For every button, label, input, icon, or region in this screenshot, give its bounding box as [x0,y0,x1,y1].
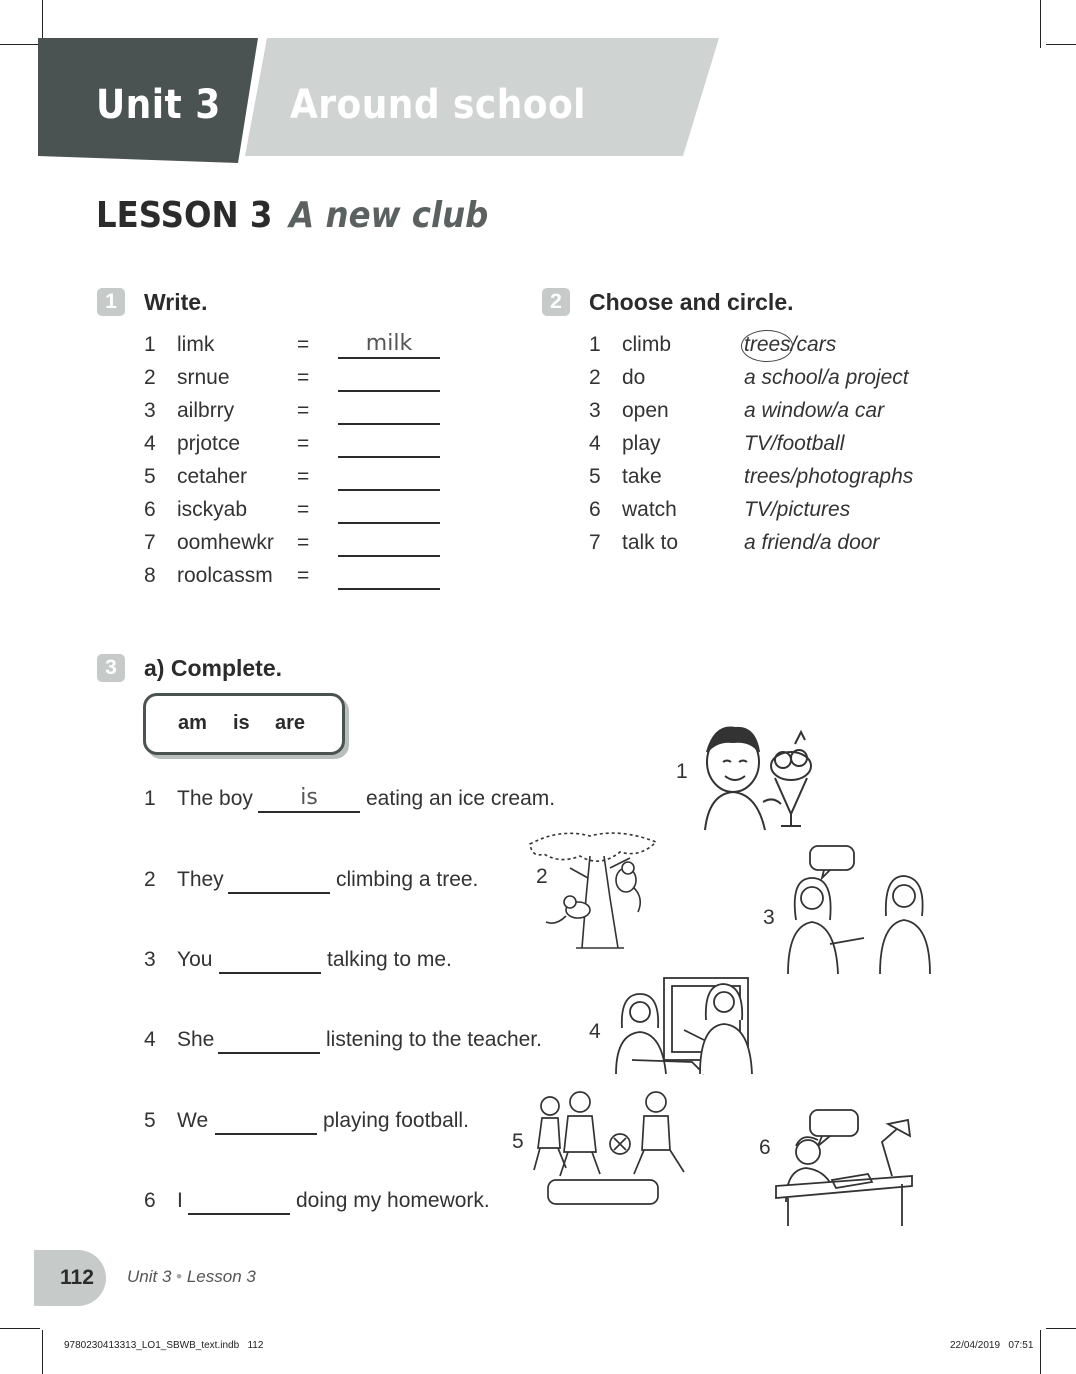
equals-sign: = [297,366,310,389]
item-number: 6 [144,498,156,521]
verb: talk to [622,531,679,554]
scrambled-word: isckyab [177,498,248,521]
answer-blank [338,463,440,491]
item-number: 2 [589,366,601,389]
footer-reference [127,1267,256,1287]
unit-title: Around school [290,82,586,128]
option-pair: trees/cars [744,333,837,356]
scrambled-word: cetaher [177,465,248,488]
boy-ice-cream-illustration [695,722,825,832]
item-number: 1 [144,787,156,810]
lesson-name: A new club [289,195,489,236]
equals-sign: = [297,333,310,356]
print-slug-file: 9780230413313_LO1_SBWB_text.indb 112 [64,1340,264,1351]
sentence-start: They [177,868,224,891]
sentence-end: playing football. [323,1109,469,1132]
option-pair: trees/photographs [744,465,914,488]
football-illustration [530,1084,696,1212]
answer-blank: milk [338,331,440,359]
footer-lesson: Lesson 3 [186,1267,256,1286]
picture-number-2: 2 [536,865,548,888]
item-number: 1 [144,333,156,356]
word-box [143,693,345,755]
answer-blank [228,866,330,894]
equals-sign: = [297,399,310,422]
picture-number-4: 4 [589,1020,601,1043]
equals-sign: = [297,465,310,488]
sentence-start: We [177,1109,209,1132]
exercise-3-number: 3 [97,654,125,682]
item-number: 5 [144,1109,156,1132]
exercise-1-title: Write. [144,289,208,315]
sentence-start: You [177,948,213,971]
girls-talking-illustration [780,842,940,982]
answer-circle [741,330,793,362]
picture-number-3: 3 [763,906,775,929]
answer-blank [338,529,440,557]
option-pair: a window/a car [744,399,885,422]
equals-sign: = [297,498,310,521]
equals-sign: = [297,531,310,554]
sentence-end: listening to the teacher. [326,1028,542,1051]
equals-sign: = [297,432,310,455]
exercise-2-number: 2 [542,288,570,316]
exercise-2-title: Choose and circle. [589,289,794,315]
item-number: 7 [589,531,601,554]
answer-blank [338,397,440,425]
word-am: am [178,712,207,734]
answer-blank [215,1107,317,1135]
item-number: 5 [589,465,601,488]
picture-number-1: 1 [676,760,688,783]
scrambled-word: srnue [177,366,230,389]
word-are: are [275,712,306,734]
item-number: 4 [144,1028,156,1051]
lesson-label: LESSON 3 [96,195,273,236]
sentence-end: climbing a tree. [336,868,479,891]
option-pair: a school/a project [744,366,909,389]
cats-tree-illustration [520,828,662,958]
item-number: 3 [589,399,601,422]
verb: watch [622,498,677,521]
item-number: 3 [144,948,156,971]
item-number: 2 [144,366,156,389]
item-number: 4 [589,432,601,455]
item-number: 5 [144,465,156,488]
equals-sign: = [297,564,310,587]
item-number: 6 [144,1189,156,1212]
verb: climb [622,333,672,356]
answer-blank [218,1026,320,1054]
footer-separator: • [176,1267,183,1286]
sentence-start: The boy [177,787,253,810]
answer-blank [188,1187,290,1215]
scrambled-word: roolcassm [177,564,273,587]
answer-blank: is [258,785,360,813]
answer-blank [338,496,440,524]
picture-number-6: 6 [759,1136,771,1159]
answer-blank [338,430,440,458]
item-number: 7 [144,531,156,554]
print-slug-date: 22/04/2019 07:51 [950,1340,1034,1351]
option-pair: TV/football [744,432,845,455]
option-pair: TV/pictures [744,498,851,521]
exercise-3-title: a) Complete. [144,655,283,681]
unit-label: Unit 3 [96,82,221,128]
lesson-heading [96,195,488,236]
verb: take [622,465,662,488]
answer-blank [219,946,321,974]
item-number: 6 [589,498,601,521]
item-number: 2 [144,868,156,891]
answer-blank [338,364,440,392]
sentence-end: talking to me. [327,948,452,971]
verb: open [622,399,669,422]
item-number: 4 [144,432,156,455]
sentence-start: She [177,1028,215,1051]
item-number: 1 [589,333,601,356]
word-is: is [233,712,250,734]
item-number: 8 [144,564,156,587]
picture-number-5: 5 [512,1130,524,1153]
teacher-girl-illustration [612,970,762,1078]
homework-illustration [772,1106,922,1230]
answer-blank [338,562,440,590]
exercise-1-number: 1 [97,288,125,316]
scrambled-word: ailbrry [177,399,235,422]
page-number: 112 [60,1266,94,1289]
sentence-start: I [177,1189,183,1212]
scrambled-word: limk [177,333,215,356]
verb: play [622,432,661,455]
item-number: 3 [144,399,156,422]
sentence-end: eating an ice cream. [366,787,556,810]
sentence-end: doing my homework. [296,1189,490,1212]
footer-unit: Unit 3 [127,1267,172,1286]
option-pair: a friend/a door [744,531,880,554]
scrambled-word: oomhewkr [177,531,274,554]
scrambled-word: prjotce [177,432,241,455]
verb: do [622,366,646,389]
